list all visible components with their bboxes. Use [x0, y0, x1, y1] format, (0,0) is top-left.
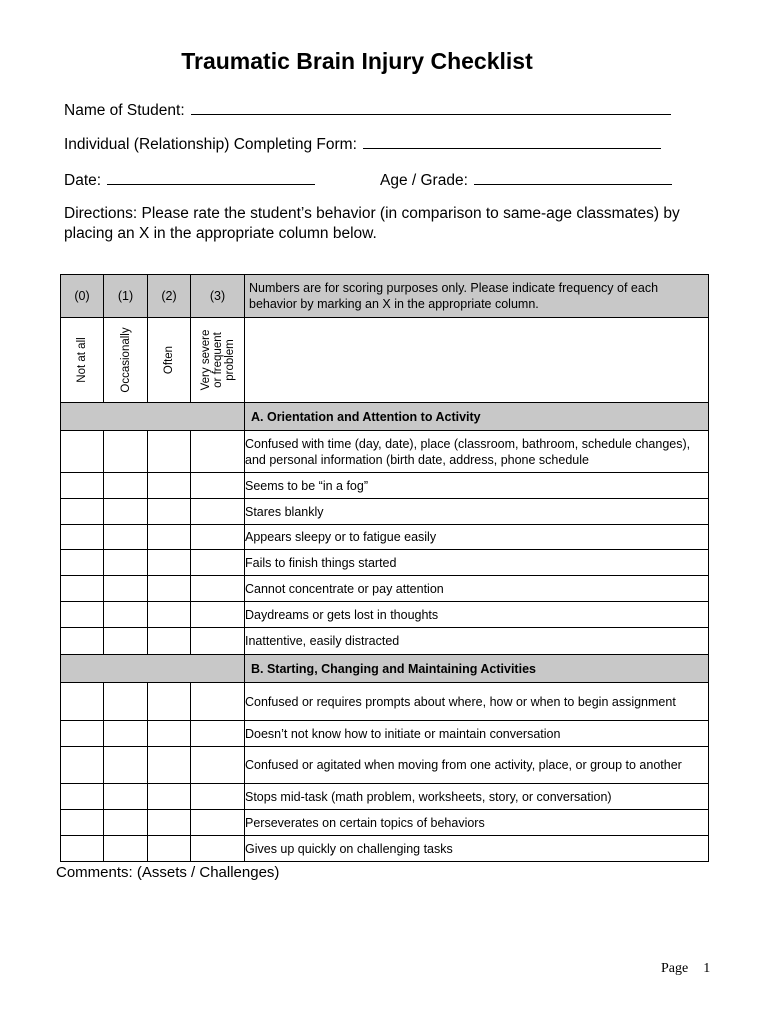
rating-checkbox-cell-3[interactable]	[191, 683, 245, 721]
behavior-item: Confused or agitated when moving from one activity, place, or group to another	[245, 747, 709, 784]
rating-checkbox-cell-0[interactable]	[61, 721, 104, 747]
rating-checkbox-cell-0[interactable]	[61, 576, 104, 602]
rating-label-occasionally: Occasionally	[119, 327, 132, 393]
rating-checkbox-cell-0[interactable]	[61, 473, 104, 499]
behavior-item: Confused with time (day, date), place (classroom, bathroom, schedule changes), and personal information (birth date, address, phone schedule	[245, 431, 709, 473]
age-grade-line[interactable]	[474, 170, 672, 185]
page-title: Traumatic Brain Injury Checklist	[181, 48, 533, 74]
rating-checkbox-cell-1[interactable]	[104, 683, 148, 721]
rating-checkbox-cell-2[interactable]	[148, 576, 191, 602]
behavior-item: Perseverates on certain topics of behaviors	[245, 810, 709, 836]
behavior-item: Seems to be “in a fog”	[245, 473, 709, 499]
rating-label-cell	[61, 318, 104, 403]
rating-checkbox-cell-2[interactable]	[148, 499, 191, 525]
student-name-field[interactable]	[64, 100, 671, 120]
rating-checkbox-cell-3[interactable]	[191, 525, 245, 550]
checklist-row	[61, 499, 709, 525]
score-1: (1)	[104, 275, 148, 318]
rating-checkbox-cell-1[interactable]	[104, 628, 148, 655]
age-grade-field[interactable]	[380, 170, 672, 190]
section-header-row	[61, 403, 709, 431]
rating-checkbox-cell-3[interactable]	[191, 602, 245, 628]
rating-label-row	[61, 318, 709, 403]
rating-checkbox-cell-3[interactable]	[191, 836, 245, 862]
behavior-item: Fails to finish things started	[245, 550, 709, 576]
date-field[interactable]	[64, 170, 315, 190]
behavior-item: Appears sleepy or to fatigue easily	[245, 525, 709, 550]
rating-checkbox-cell-2[interactable]	[148, 550, 191, 576]
completer-label: Individual (Relationship) Completing Form:	[64, 136, 357, 153]
checklist-row	[61, 836, 709, 862]
score-header-row	[61, 275, 709, 318]
completer-field[interactable]	[64, 134, 661, 154]
behavior-item: Inattentive, easily distracted	[245, 628, 709, 655]
rating-checkbox-cell-2[interactable]	[148, 628, 191, 655]
score-3: (3)	[191, 275, 245, 318]
checklist-row	[61, 473, 709, 499]
rating-checkbox-cell-2[interactable]	[148, 683, 191, 721]
checklist-row	[61, 628, 709, 655]
checklist-row	[61, 431, 709, 473]
checklist-row	[61, 525, 709, 550]
rating-checkbox-cell-1[interactable]	[104, 525, 148, 550]
rating-checkbox-cell-3[interactable]	[191, 810, 245, 836]
checklist-row	[61, 810, 709, 836]
rating-checkbox-cell-1[interactable]	[104, 836, 148, 862]
date-line[interactable]	[107, 170, 315, 185]
checklist-row	[61, 683, 709, 721]
rating-checkbox-cell-1[interactable]	[104, 747, 148, 784]
rating-checkbox-cell-0[interactable]	[61, 550, 104, 576]
rating-label-blank	[245, 318, 709, 403]
rating-checkbox-cell-1[interactable]	[104, 499, 148, 525]
rating-checkbox-cell-1[interactable]	[104, 550, 148, 576]
rating-checkbox-cell-3[interactable]	[191, 628, 245, 655]
rating-checkbox-cell-1[interactable]	[104, 602, 148, 628]
rating-checkbox-cell-3[interactable]	[191, 499, 245, 525]
date-label: Date:	[64, 172, 102, 189]
behavior-item: Stares blankly	[245, 499, 709, 525]
checklist-row	[61, 747, 709, 784]
rating-checkbox-cell-2[interactable]	[148, 747, 191, 784]
page-number-value: 1	[703, 961, 711, 976]
rating-label-very-severe: Very severe or frequent problem	[199, 329, 236, 391]
behavior-item: Cannot concentrate or pay attention	[245, 576, 709, 602]
student-name-label: Name of Student:	[64, 102, 185, 119]
rating-label-cell	[148, 318, 191, 403]
student-name-line[interactable]	[191, 100, 671, 115]
section-title: B. Starting, Changing and Maintaining Activities	[245, 655, 709, 683]
page-label: Page	[661, 961, 689, 976]
section-header-blank	[61, 403, 245, 431]
rating-checkbox-cell-2[interactable]	[148, 473, 191, 499]
rating-checkbox-cell-0[interactable]	[61, 747, 104, 784]
rating-checkbox-cell-0[interactable]	[61, 810, 104, 836]
rating-checkbox-cell-0[interactable]	[61, 602, 104, 628]
rating-checkbox-cell-1[interactable]	[104, 431, 148, 473]
checklist-row	[61, 576, 709, 602]
rating-label-not-at-all: Not at all	[76, 337, 88, 383]
rating-checkbox-cell-1[interactable]	[104, 576, 148, 602]
checklist-row	[61, 602, 709, 628]
comments-label: Comments: (Assets / Challenges)	[56, 864, 280, 881]
score-0: (0)	[61, 275, 104, 318]
rating-checkbox-cell-2[interactable]	[148, 784, 191, 810]
rating-checkbox-cell-3[interactable]	[191, 473, 245, 499]
rating-checkbox-cell-0[interactable]	[61, 525, 104, 550]
rating-checkbox-cell-1[interactable]	[104, 473, 148, 499]
rating-checkbox-cell-0[interactable]	[61, 683, 104, 721]
age-grade-label: Age / Grade:	[380, 172, 468, 189]
rating-checkbox-cell-0[interactable]	[61, 836, 104, 862]
rating-label-cell	[191, 318, 245, 403]
checklist-row	[61, 550, 709, 576]
rating-checkbox-cell-3[interactable]	[191, 431, 245, 473]
rating-label-often: Often	[163, 345, 175, 375]
rating-checkbox-cell-2[interactable]	[148, 721, 191, 747]
completer-line[interactable]	[363, 134, 661, 149]
checklist-row	[61, 784, 709, 810]
behavior-item: Doesn’t not know how to initiate or maintain conversation	[245, 721, 709, 747]
checklist-row	[61, 721, 709, 747]
behavior-item: Confused or requires prompts about where, how or when to begin assignment	[245, 683, 709, 721]
score-2: (2)	[148, 275, 191, 318]
rating-checkbox-cell-3[interactable]	[191, 721, 245, 747]
section-title: A. Orientation and Attention to Activity	[245, 403, 709, 431]
section-header-blank	[61, 655, 245, 683]
behavior-item: Stops mid-task (math problem, worksheets, story, or conversation)	[245, 784, 709, 810]
behavior-item: Daydreams or gets lost in thoughts	[245, 602, 709, 628]
rating-checkbox-cell-2[interactable]	[148, 602, 191, 628]
section-header-row	[61, 655, 709, 683]
page-number	[661, 961, 710, 977]
rating-checkbox-cell-0[interactable]	[61, 431, 104, 473]
rating-checkbox-cell-2[interactable]	[148, 836, 191, 862]
rating-checkbox-cell-3[interactable]	[191, 784, 245, 810]
rating-checkbox-cell-1[interactable]	[104, 721, 148, 747]
rating-checkbox-cell-2[interactable]	[148, 810, 191, 836]
rating-checkbox-cell-2[interactable]	[148, 431, 191, 473]
rating-checkbox-cell-2[interactable]	[148, 525, 191, 550]
checklist-table	[60, 274, 709, 862]
rating-checkbox-cell-3[interactable]	[191, 747, 245, 784]
rating-checkbox-cell-0[interactable]	[61, 628, 104, 655]
rating-checkbox-cell-3[interactable]	[191, 576, 245, 602]
rating-checkbox-cell-1[interactable]	[104, 810, 148, 836]
rating-checkbox-cell-3[interactable]	[191, 550, 245, 576]
directions-text: Directions: Please rate the student’s behavior (in comparison to same-age classmates) by placing an X in the appropriate column below.	[64, 205, 680, 242]
header-note: Numbers are for scoring purposes only. Please indicate frequency of each behavior by marking an X in the appropriate column.	[245, 275, 709, 318]
rating-label-cell	[104, 318, 148, 403]
rating-checkbox-cell-1[interactable]	[104, 784, 148, 810]
rating-checkbox-cell-0[interactable]	[61, 784, 104, 810]
behavior-item: Gives up quickly on challenging tasks	[245, 836, 709, 862]
rating-checkbox-cell-0[interactable]	[61, 499, 104, 525]
